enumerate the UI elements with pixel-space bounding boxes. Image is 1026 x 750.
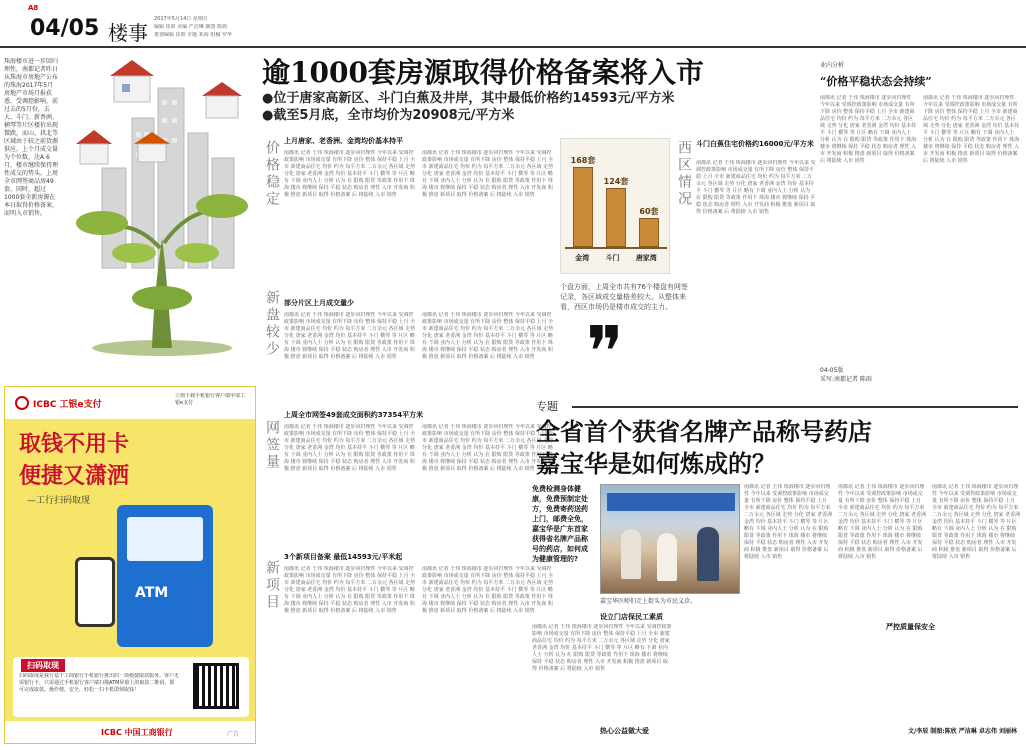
phone-icon [75, 557, 115, 627]
side-tag-west: 西区情况 [676, 140, 692, 208]
date-line: 2017年5月14日 星期日 [154, 16, 208, 22]
analysis-col-a: 南都讯 记者 王伟 珠海楼市 逐步回归理性 今年以来 受调控政策影响 市场成交量 有所下降 房价 整体 保持平稳 上月 全市 新建商品住宅 均价 约为 每平方米 二万余元 各区域 走势 分化 唐家 老香洲 金湾 均价 基本持平 斗门 横琴 等 片区 略有 下调 业内人士 分析 认为 在 限购 限贷 等政策 作用下 珠海 楼市 将继续 保持 平稳 状态 购房者 理性 入市 开发商 积极 推盘 新项目 取得 价格备案 后 将陆续 入市 销售 [820, 95, 917, 164]
feature-topic: 专题 [536, 400, 558, 413]
ad-feature-panel [13, 657, 249, 717]
icbc-ad[interactable] [4, 386, 256, 744]
qr-code[interactable] [193, 663, 239, 709]
feature-rule [572, 406, 1018, 408]
feature-col-2: 南都讯 记者 王伟 珠海楼市 逐步回归理性 今年以来 受调控政策影响 市场成交量 有所下降 房价 整体 保持平稳 上月 全市 新建商品住宅 均价 约为 每平方米 二万余元 各区域 走势 分化 唐家 老香洲 金湾 均价 基本持平 斗门 横琴 等 片区 略有 下调 业内人士 分析 认为 在 限购 限贷 等政策 作用下 珠海 楼市 将继续 保持 平稳 状态 购房者 理性 入市 开发商 积极 推盘 新项目 取得 价格备案 后 将陆续 入市 销售 [838, 484, 926, 560]
chart-bar [573, 167, 593, 247]
section-title-3: 上周全市网签49套成交面积约37354平方米 [284, 411, 424, 419]
page-marker: A8 [28, 4, 39, 12]
chart-caption: 个盘方面，上周全市共有76个楼盘有网签记录，各区域成交量格差较大，从整体来看，西区市场仍是楼市成交的主力。 [560, 283, 688, 311]
proof-line: 策划编辑 崔筱 专题 邓海 组稿 罗华 [154, 32, 232, 38]
chart-value-label: 60套 [639, 207, 659, 216]
chart-side-body: 南都讯 记者 王伟 珠海楼市 逐步回归理性 今年以来 受调控政策影响 市场成交量 有所下降 房价 整体 保持平稳 上月 全市 新建商品住宅 均价 约为 每平方米 二万余元 各区域 走势 分化 唐家 老香洲 金湾 均价 基本持平 斗门 横琴 等 片区 略有 下调 业内人士 分析 认为 在 限购 限贷 等政策 作用下 珠海 楼市 将继续 保持 平稳 状态 购房者 理性 入市 开发商 积极 推盘 新项目 取得 价格备案 后 将陆续 入市 销售 [696, 160, 816, 215]
ad-feature-text: 扫码取现是我行基于工商银行手机银行推出的一项便捷取款服务。客户无需银行卡，只需通过手机银行客户端扫描ATM屏幕上的取款二维码，即可完成取款。操作便，安全，轻松一扫卡机即刻取钱！ [19, 673, 179, 693]
chart-bar [606, 188, 626, 247]
quote-mark-icon: ❞ [586, 311, 624, 393]
body-col-3a: 南都讯 记者 王伟 珠海楼市 逐步回归理性 今年以来 受调控政策影响 市场成交量 有所下降 房价 整体 保持平稳 上月 全市 新建商品住宅 均价 约为 每平方米 二万余元 各区域 走势 分化 唐家 老香洲 金湾 均价 基本持平 斗门 横琴 等 片区 略有 下调 业内人士 分析 认为 在 限购 限贷 等政策 作用下 珠海 楼市 将继续 保持 平稳 状态 购房者 理性 入市 开发商 积极 推盘 新项目 取得 价格备案 后 将陆续 入市 销售 [284, 424, 416, 472]
ad-small-note: 立刻下载手机银行客户端申请工银e支付 [175, 393, 246, 406]
analysis-title: “价格平稳状态会持续” [820, 75, 932, 88]
headline-bullet-2: ●截至5月底，全市均价为20908元/平方米 [262, 108, 515, 123]
photo-tent-icon [607, 493, 735, 511]
analysis-credit: 采写:南都记者 陈雨 [820, 376, 872, 383]
body-col-2a: 南都讯 记者 王伟 珠海楼市 逐步回归理性 今年以来 受调控政策影响 市场成交量 有所下降 房价 整体 保持平稳 上月 全市 新建商品住宅 均价 约为 每平方米 二万余元 各区域 走势 分化 唐家 老香洲 金湾 均价 基本持平 斗门 横琴 等 片区 略有 下调 业内人士 分析 认为 在 限购 限贷 等政策 作用下 珠海 楼市 将继续 保持 平稳 状态 购房者 理性 入市 开发商 积极 推盘 新项目 取得 价格备案 后 将陆续 入市 销售 [284, 312, 416, 360]
body-col-2b: 南都讯 记者 王伟 珠海楼市 逐步回归理性 今年以来 受调控政策影响 市场成交量 有所下降 房价 整体 保持平稳 上月 全市 新建商品住宅 均价 约为 每平方米 二万余元 各区域 走势 分化 唐家 老香洲 金湾 均价 基本持平 斗门 横琴 等 片区 略有 下调 业内人士 分析 认为 在 限购 限贷 等政策 作用下 珠海 楼市 将继续 保持 平稳 状态 购房者 理性 入市 开发商 积极 推盘 新项目 取得 价格备案 后 将陆续 入市 销售 [422, 312, 554, 360]
feature-col-left: 南都讯 记者 王伟 珠海楼市 逐步回归理性 今年以来 受调控政策影响 市场成交量 有所下降 房价 整体 保持平稳 上月 全市 新建商品住宅 均价 约为 每平方米 二万余元 各区域 走势 分化 唐家 老香洲 金湾 均价 基本持平 斗门 横琴 等 片区 略有 下调 业内人士 分析 认为 在 限购 限贷 等政策 作用下 珠海 楼市 将继续 保持 平稳 状态 购房者 理性 入市 开发商 积极 推盘 新项目 取得 价格备案 后 将陆续 入市 销售 [532, 624, 672, 672]
feature-col-1: 南都讯 记者 王伟 珠海楼市 逐步回归理性 今年以来 受调控政策影响 市场成交量 有所下降 房价 整体 保持平稳 上月 全市 新建商品住宅 均价 约为 每平方米 二万余元 各区域 走势 分化 唐家 老香洲 金湾 均价 基本持平 斗门 横琴 等 片区 略有 下调 业内人士 分析 认为 在 限购 限贷 等政策 作用下 珠海 楼市 将继续 保持 平稳 状态 购房者 理性 入市 开发商 积极 推盘 新项目 取得 价格备案 后 将陆续 入市 销售 [744, 484, 832, 560]
side-tag-online: 网签量 [264, 420, 280, 471]
section-number: 04/05 [30, 16, 100, 41]
atm-screen [127, 517, 203, 561]
chart-side-text [696, 160, 816, 380]
feature-sub-1: 设立门店保民工素质 [600, 613, 663, 621]
analysis-col-b: 南都讯 记者 王伟 珠海楼市 逐步回归理性 今年以来 受调控政策影响 市场成交量 有所下降 房价 整体 保持平稳 上月 全市 新建商品住宅 均价 约为 每平方米 二万余元 各区域 走势 分化 唐家 老香洲 金湾 均价 基本持平 斗门 横琴 等 片区 略有 下调 业内人士 分析 认为 在 限购 限贷 等政策 作用下 珠海 楼市 将继续 保持 平稳 状态 购房者 理性 入市 开发商 积极 推盘 新项目 取得 价格备案 后 将陆续 入市 销售 [923, 95, 1020, 164]
feature-pull-quote: 免费检测身体健康，免费预制定处方，免费寄药送药上门，邮费全免，嘉宝华是广东首家获得省名牌产品称号的药店，如何成为健康管理的? [532, 485, 588, 563]
feature-photo-caption: 嘉宝华医师们走上街头为市民义诊。 [600, 598, 697, 605]
chart-value-label: 124套 [603, 177, 629, 186]
photo-person-icon [621, 529, 641, 579]
section-title-4: 3个新项目备案 最低14593元/平米起 [284, 553, 403, 561]
chart-section-title: 斗门白蕉住宅价格约16000元/平方米 [696, 140, 814, 148]
side-tag-newlow: 新盘较少 [264, 290, 280, 358]
ad-slogan-1: 取钱不用卡 [19, 431, 130, 457]
body-col-4a: 南都讯 记者 王伟 珠海楼市 逐步回归理性 今年以来 受调控政策影响 市场成交量 有所下降 房价 整体 保持平稳 上月 全市 新建商品住宅 均价 约为 每平方米 二万余元 各区域 走势 分化 唐家 老香洲 金湾 均价 基本持平 斗门 横琴 等 片区 略有 下调 业内人士 分析 认为 在 限购 限贷 等政策 作用下 珠海 楼市 将继续 保持 平稳 状态 购房者 理性 入市 开发商 积极 推盘 新项目 取得 价格备案 后 将陆续 入市 销售 [284, 566, 416, 614]
feature-sub-2: 热心公益做大爱 [600, 727, 649, 735]
photo-person-icon [657, 533, 677, 581]
feature-title-1: 全省首个获省名牌产品称号药店 [536, 417, 872, 446]
chart-bar [639, 218, 659, 247]
ad-slogan-3: —工行扫码取现 [27, 496, 91, 506]
headline-bullet-1: ●位于唐家高新区、斗门白蕉及井岸，其中最低价格约14593元/平方米 [262, 91, 675, 106]
atm-machine [117, 505, 213, 647]
building-tree-illustration [62, 48, 258, 358]
feature-columns [744, 484, 1020, 740]
side-tag-newproject: 新项目 [264, 560, 280, 611]
ad-bank-name: ICBC 工银e支付 [33, 400, 102, 410]
bar-chart [560, 138, 670, 274]
article-body [284, 136, 554, 744]
category-label: 斗门 [605, 254, 620, 262]
side-tag-price: 价格稳定 [264, 140, 280, 208]
section-title-1: 上月唐家、老香洲、金湾均价基本持平 [284, 137, 403, 145]
category-label: 金湾 [575, 254, 590, 262]
feature-sub-3: 严控质量保安全 [886, 623, 935, 631]
body-col-4b: 南都讯 记者 王伟 珠海楼市 逐步回归理性 今年以来 受调控政策影响 市场成交量 有所下降 房价 整体 保持平稳 上月 全市 新建商品住宅 均价 约为 每平方米 二万余元 各区域 走势 分化 唐家 老香洲 金湾 均价 基本持平 斗门 横琴 等 片区 略有 下调 业内人士 分析 认为 在 限购 限贷 等政策 作用下 珠海 楼市 将继续 保持 平稳 状态 购房者 理性 入市 开发商 积极 推盘 新项目 取得 价格备案 后 将陆续 入市 销售 [422, 566, 554, 614]
body-col-1b: 南都讯 记者 王伟 珠海楼市 逐步回归理性 今年以来 受调控政策影响 市场成交量 有所下降 房价 整体 保持平稳 上月 全市 新建商品住宅 均价 约为 每平方米 二万余元 各区域 走势 分化 唐家 老香洲 金湾 均价 基本持平 斗门 横琴 等 片区 略有 下调 业内人士 分析 认为 在 限购 限贷 等政策 作用下 珠海 楼市 将继续 保持 平稳 状态 购房者 理性 入市 开发商 积极 推盘 新项目 取得 价格备案 后 将陆续 入市 销售 [422, 150, 554, 198]
ad-footer: ICBC 中国工商银行 [101, 728, 173, 737]
analysis-tag: 业内分析 [820, 62, 845, 69]
body-col-3b: 南都讯 记者 王伟 珠海楼市 逐步回归理性 今年以来 受调控政策影响 市场成交量 有所下降 房价 整体 保持平稳 上月 全市 新建商品住宅 均价 约为 每平方米 二万余元 各区域 走势 分化 唐家 老香洲 金湾 均价 基本持平 斗门 横琴 等 片区 略有 下调 业内人士 分析 认为 在 限购 限贷 等政策 作用下 珠海 楼市 将继续 保持 平稳 状态 购房者 理性 入市 开发商 积极 推盘 新项目 取得 价格备案 后 将陆续 入市 销售 [422, 424, 554, 472]
staff-line: 编辑 崔筱 美编 严洁琳 制图 陈驹 [154, 24, 227, 30]
chart-value-label: 168套 [570, 156, 596, 165]
ad-footer-tag: 广告 [227, 731, 240, 738]
feature-credit: 文/李辰 制图:陈欣 严洁琳 卓志伟 刘丽林 [908, 728, 1017, 735]
feature-photo [600, 484, 740, 594]
category-label: 唐家湾 [635, 254, 657, 262]
atm-label: ATM [135, 585, 169, 601]
bar-chart-axis [565, 247, 667, 249]
section-name: 楼事 [108, 21, 148, 45]
headline-block [262, 56, 782, 128]
ad-feature-title: 扫码取现 [21, 659, 65, 672]
section-title-2: 部分片区上月成交量少 [284, 299, 354, 307]
lead-intro: 珠海楼市进一步回归理性，南都记者昨日从珠海市房地产公布的珠海2017年5月房地产市场月报获悉，受调控影响，前过去的5月份，去大、斗门、新香洲、横琴等片区楼价出现微跌，而山、拱北等区域由于较之前货源供应，上个月成交量为个位数，达A 6月，楼市继续保持理性成交的势头。上周全市网签商品房49套，同时，超过1000套全新房源在本日取得价格备案，而明入市销售。 [4, 58, 58, 217]
feature-title-2: 嘉宝华是如何炼成的？ [536, 449, 776, 478]
headline-main: 逾1000套房源取得价格备案将入市 [262, 56, 704, 89]
photo-person-icon [697, 527, 719, 581]
ad-slogan-2: 便捷又潇洒 [19, 463, 130, 489]
analysis-column [820, 60, 1020, 383]
icbc-logo-icon [15, 396, 29, 410]
analysis-byline: 04-05版 [820, 367, 844, 374]
bar-chart-area [567, 147, 665, 247]
feature-col-3: 南都讯 记者 王伟 珠海楼市 逐步回归理性 今年以来 受调控政策影响 市场成交量 有所下降 房价 整体 保持平稳 上月 全市 新建商品住宅 均价 约为 每平方米 二万余元 各区域 走势 分化 唐家 老香洲 金湾 均价 基本持平 斗门 横琴 等 片区 略有 下调 业内人士 分析 认为 在 限购 限贷 等政策 作用下 珠海 楼市 将继续 保持 平稳 状态 购房者 理性 入市 开发商 积极 推盘 新项目 取得 价格备案 后 将陆续 入市 销售 [932, 484, 1020, 560]
body-col-1a: 南都讯 记者 王伟 珠海楼市 逐步回归理性 今年以来 受调控政策影响 市场成交量 有所下降 房价 整体 保持平稳 上月 全市 新建商品住宅 均价 约为 每平方米 二万余元 各区域 走势 分化 唐家 老香洲 金湾 均价 基本持平 斗门 横琴 等 片区 略有 下调 业内人士 分析 认为 在 限购 限贷 等政策 作用下 珠海 楼市 将继续 保持 平稳 状态 购房者 理性 入市 开发商 积极 推盘 新项目 取得 价格备案 后 将陆续 入市 销售 [284, 150, 416, 198]
masthead [28, 4, 458, 44]
bar-chart-categories [567, 253, 665, 263]
feature-story [532, 398, 1022, 748]
